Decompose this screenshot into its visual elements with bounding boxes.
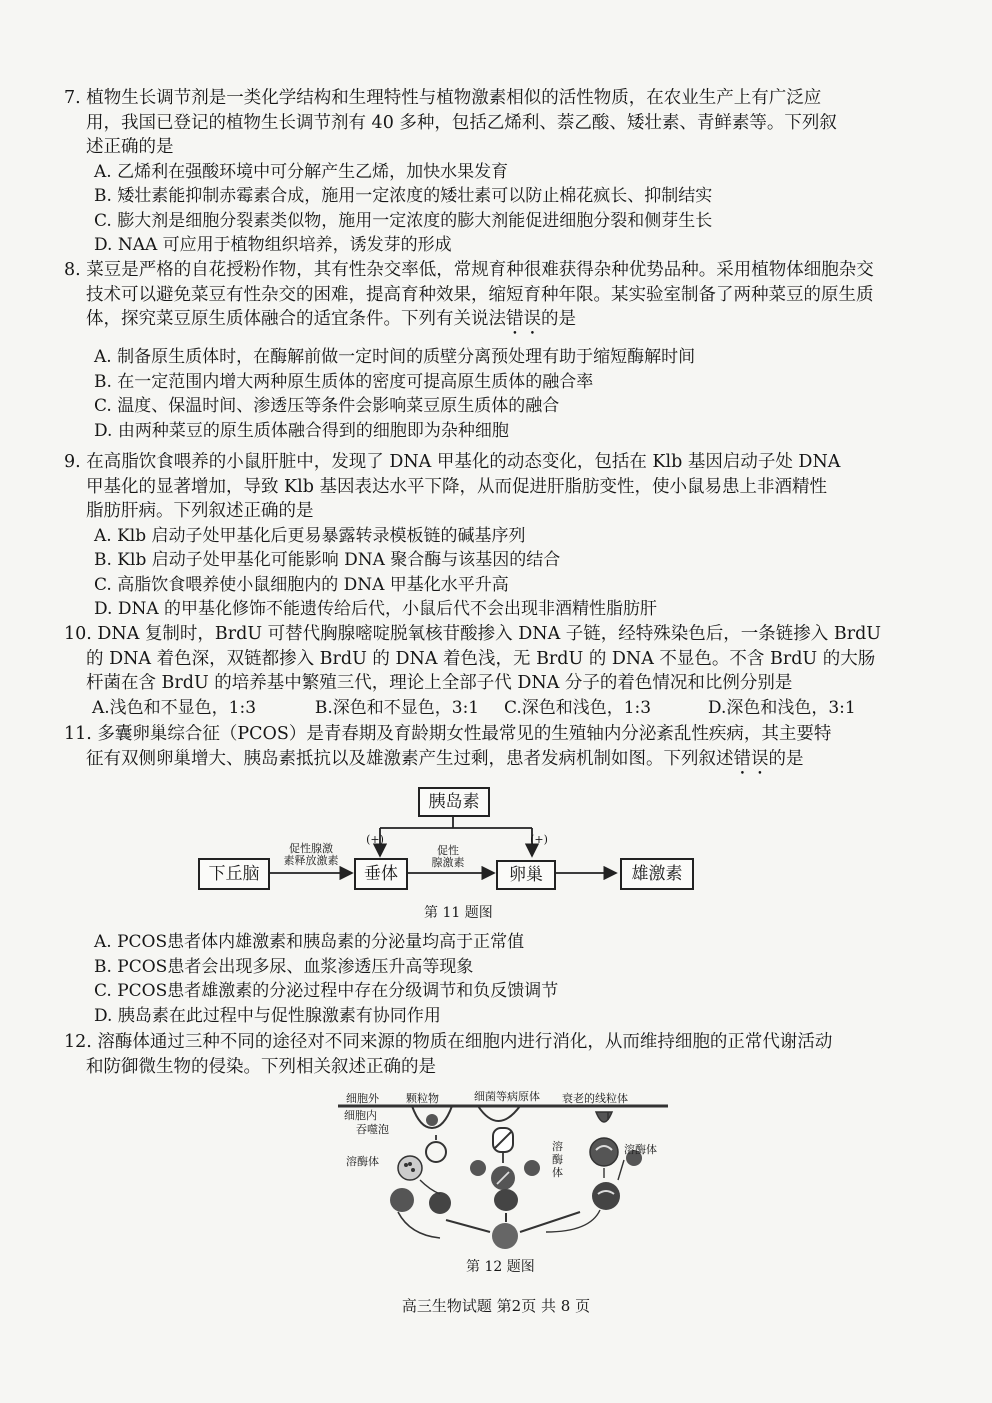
question-7-option-b: B. 矮壮素能抑制赤霉素合成，施用一定浓度的矮壮素可以防止棉花疯长、抑制结实 xyxy=(94,186,713,206)
particle-label: 颗粒物 xyxy=(406,1092,439,1105)
insulin-box: 胰岛素 xyxy=(418,787,490,817)
figure-11-caption: 第 11 题图 xyxy=(424,905,493,921)
page-footer: 高三生物试题 第2页 共 8 页 xyxy=(401,1297,591,1315)
question-9-option-c: C. 高脂饮食喂养使小鼠细胞内的 DNA 甲基化水平升高 xyxy=(94,574,509,595)
question-11-option-c: C. PCOS患者雄激素的分泌过程中存在分级调节和负反馈调节 xyxy=(94,981,559,1001)
inside-label: 细胞内 xyxy=(344,1109,377,1122)
question-8-option-a: A. 制备原生质体时，在酶解前做一定时间的质壁分离预处理有助于缩短酶解时间 xyxy=(94,347,696,367)
question-8-stem-line-2: 技术可以避免菜豆有性杂交的困难，提高育种效果，缩短育种年限。某实验室制备了两种菜豆的原生质 xyxy=(86,284,874,305)
question-12-stem-line-1: 12. 溶酶体通过三种不同的途径对不同来源的物质在细胞内进行消化，从而维持细胞的正常代谢活动 xyxy=(64,1032,833,1052)
androgen-box: 雄激素 xyxy=(620,858,694,890)
question-9-option-b: B. Klb 启动子处甲基化可能影响 DNA 聚合酶与该基因的结合 xyxy=(94,550,561,570)
plus-sign-2: (+) xyxy=(530,833,548,846)
question-9-stem-line-3: 脂肪肝病。下列叙述正确的是 xyxy=(86,501,314,521)
ovary-box: 卵巢 xyxy=(496,860,556,890)
question-11-stem-line-1: 11. 多囊卵巢综合征（PCOS）是青春期及育龄期女性最常见的生殖轴内分泌紊乱性疾病，其主要特 xyxy=(64,724,832,744)
hypothalamus-box: 下丘脑 xyxy=(198,858,270,890)
lysosome-label-1: 溶酶体 xyxy=(346,1155,379,1168)
question-7-option-a: A. 乙烯利在强酸环境中可分解产生乙烯，加快水果发育 xyxy=(94,161,509,182)
gth-label-1: 促性 xyxy=(437,844,459,857)
gnrh-label-2: 素释放激素 xyxy=(283,854,339,867)
outside-label: 细胞外 xyxy=(346,1092,379,1105)
question-8-stem-text: 体，探究菜豆原生质体融合的适宜条件。下列有关说法 xyxy=(86,309,506,329)
question-10-stem-line-3: 杆菌在含 BrdU 的培养基中繁殖三代，理论上全部子代 DNA 分子的着色情况和比例分别是 xyxy=(86,673,793,693)
question-10-stem-line-1: 10. DNA 复制时，BrdU 可替代胸腺嘧啶脱氧核苷酸掺入 DNA 子链，经特殊染色后，一条链掺入 BrdU xyxy=(64,624,882,644)
figure-12-caption: 第 12 题图 xyxy=(466,1259,535,1275)
lysosome-label-2: 溶 酶 体 xyxy=(552,1140,563,1179)
question-11-stem-text: 征有双侧卵巢增大、胰岛素抵抗以及雄激素产生过剩，患者发病机制如图。下列叙述 xyxy=(86,748,734,769)
question-8-stem-line-1: 8. 菜豆是严格的自花授粉作物，其有性杂交率低，常规育种很难获得杂种优势品种。采用植物体细胞杂交 xyxy=(64,260,874,280)
question-9-option-d: D. DNA 的甲基化修饰不能遗传给后代，小鼠后代不会出现非酒精性脂肪肝 xyxy=(94,599,658,619)
question-8-emphasis: 错误 xyxy=(506,309,541,329)
question-7-stem-line-1: 7. 植物生长调节剂是一类化学结构和生理特性与植物激素相似的活性物质，在农业生产上有广泛应 xyxy=(64,88,822,108)
question-8-option-c: C. 温度、保温时间、渗透压等条件会影响菜豆原生质体的融合 xyxy=(94,396,560,416)
question-11-option-d: D. 胰岛素在此过程中与促性腺激素有协同作用 xyxy=(94,1005,441,1026)
pituitary-box: 垂体 xyxy=(354,858,408,890)
lysosome-label-3: 溶酶体 xyxy=(624,1143,657,1156)
question-8-option-b: B. 在一定范围内增大两种原生质体的密度可提高原生质体的融合率 xyxy=(94,371,594,392)
question-10-option-a: A.浅色和不显色，1:3 xyxy=(92,697,257,718)
question-7-option-d: D. NAA 可应用于植物组织培养，诱发芽的形成 xyxy=(94,235,452,255)
question-8-option-d: D. 由两种菜豆的原生质体融合得到的细胞即为杂种细胞 xyxy=(94,420,509,441)
gnrh-label-1: 促性腺激 xyxy=(289,842,333,855)
question-10-option-c: C.深色和浅色，1:3 xyxy=(503,697,652,718)
plus-sign-1: (+) xyxy=(366,833,384,846)
question-7-stem-line-3: 述正确的是 xyxy=(86,137,174,157)
question-10-option-d: D.深色和浅色，3:1 xyxy=(707,697,856,718)
question-9-stem-line-2: 甲基化的显著增加，导致 Klb 基因表达水平下降，从而促进肝脂肪变性，使小鼠易患上非酒精性 xyxy=(86,476,827,497)
question-10-option-b: B.深色和不显色，3:1 xyxy=(314,697,480,718)
question-9-stem-line-1: 9. 在高脂饮食喂养的小鼠肝脏中，发现了 DNA 甲基化的动态变化，包括在 Klb 基因启动子处 DNA xyxy=(64,452,841,472)
question-10-stem-line-2: 的 DNA 着色深，双链都掺入 BrdU 的 DNA 着色浅，无 BrdU 的 DNA 不显色。不含 BrdU 的大肠 xyxy=(86,648,876,669)
question-7-stem-line-2: 用，我国已登记的植物生长调节剂有 40 多种，包括乙烯利、萘乙酸、矮壮素、青鲜素等。下列叙 xyxy=(86,112,837,133)
question-8-stem-end: 的是 xyxy=(541,309,576,329)
question-11-emphasis: 错误 xyxy=(733,748,769,769)
question-9-option-a: A. Klb 启动子处甲基化后更易暴露转录模板链的碱基序列 xyxy=(94,525,526,546)
mito-label: 衰老的线粒体 xyxy=(562,1092,628,1105)
question-11-option-b: B. PCOS患者会出现多尿、血浆渗透压升高等现象 xyxy=(94,956,474,977)
question-7-option-c: C. 膨大剂是细胞分裂素类似物，施用一定浓度的膨大剂能促进细胞分裂和侧芽生长 xyxy=(94,210,713,231)
phagosome-label: 吞噬泡 xyxy=(356,1123,389,1136)
question-11-option-a: A. PCOS患者体内雄激素和胰岛素的分泌量均高于正常值 xyxy=(94,932,525,952)
gth-label-2: 腺激素 xyxy=(431,856,465,869)
question-12-stem-line-2: 和防御微生物的侵染。下列相关叙述正确的是 xyxy=(86,1056,436,1077)
question-11-stem-end: 的是 xyxy=(768,748,804,769)
pathogen-label: 细菌等病原体 xyxy=(474,1090,540,1103)
